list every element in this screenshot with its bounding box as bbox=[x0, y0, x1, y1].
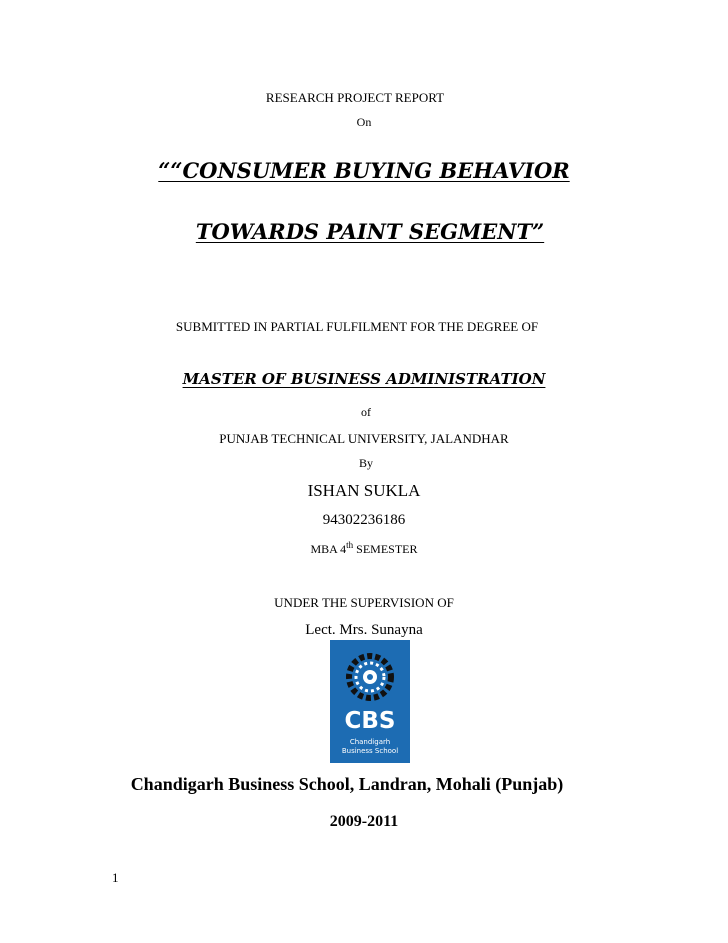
of-label: of bbox=[361, 405, 371, 419]
logo-name-line-2: Business School bbox=[341, 747, 399, 755]
supervision-label: UNDER THE SUPERVISION OF bbox=[274, 595, 454, 610]
supervisor-name: Lect. Mrs. Sunayna bbox=[305, 622, 423, 638]
by-label: By bbox=[358, 456, 373, 470]
institution-name: Chandigarh Business School, Landran, Mohali (Punjab) bbox=[130, 774, 564, 794]
title-line-1: ““CONSUMER BUYING BEHAVIOR bbox=[158, 158, 570, 183]
university-name: PUNJAB TECHNICAL UNIVERSITY, JALANDHAR bbox=[219, 431, 509, 446]
roll-number: 94302236186 bbox=[322, 512, 406, 528]
degree-title: MASTER OF BUSINESS ADMINISTRATION bbox=[182, 370, 546, 388]
author-name: ISHAN SUKLA bbox=[307, 481, 421, 500]
title-line-2: TOWARDS PAINT SEGMENT” bbox=[195, 219, 545, 244]
semester-prefix: MBA 4 bbox=[310, 542, 347, 556]
semester-suffix: SEMESTER bbox=[353, 542, 418, 556]
report-heading: RESEARCH PROJECT REPORT bbox=[265, 90, 445, 105]
semester-superscript: th bbox=[346, 540, 354, 550]
session-years: 2009-2011 bbox=[329, 813, 399, 830]
logo-abbr: CBS bbox=[344, 708, 396, 734]
page-number: 1 bbox=[112, 870, 119, 885]
emblem-center-dot bbox=[367, 674, 373, 680]
cbs-logo bbox=[330, 640, 410, 763]
semester bbox=[0, 540, 728, 556]
on-label: On bbox=[356, 115, 372, 129]
submitted-text: SUBMITTED IN PARTIAL FULFILMENT FOR THE DEGREE OF bbox=[175, 319, 539, 334]
logo-name-line-1: Chandigarh bbox=[349, 738, 391, 746]
